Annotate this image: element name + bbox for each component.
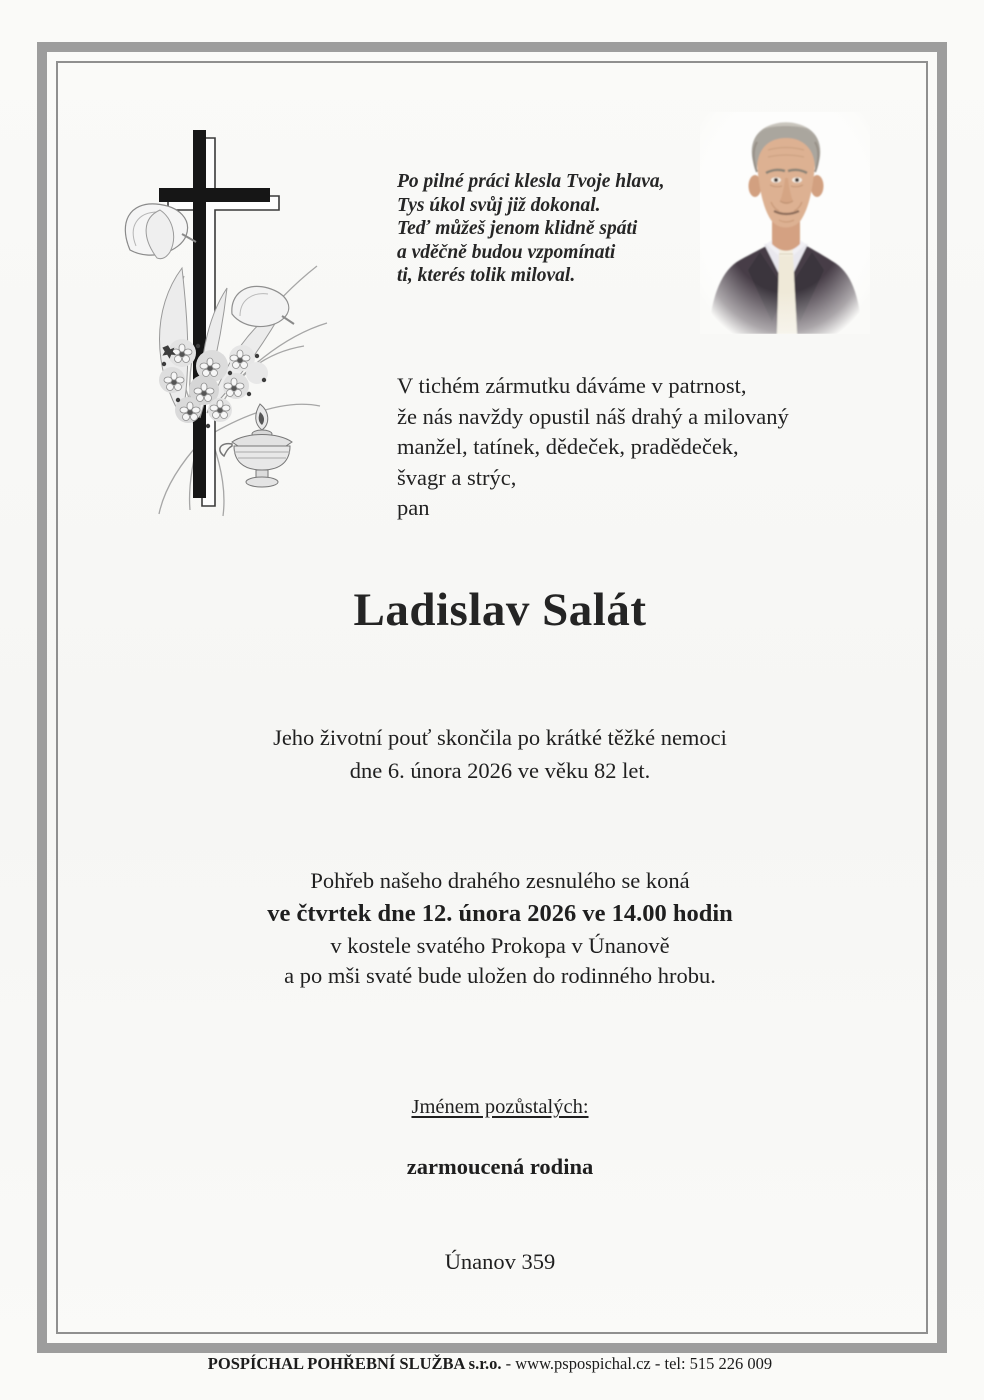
deceased-portrait-photo xyxy=(700,112,870,334)
poem-line: a vděčně budou vzpomínati xyxy=(397,241,616,263)
funeral-info xyxy=(16,866,984,991)
funeral-info-line: a po mši svaté bude uložen do rodinného hrobu. xyxy=(284,963,716,988)
announcement-line: že nás navždy opustil náš drahý a milovaný xyxy=(397,403,789,429)
signature-heading: Jménem pozůstalých: xyxy=(411,1096,589,1118)
signature-address: Únanov 359 xyxy=(444,1249,556,1274)
cross-lilies-lamp-icon xyxy=(112,118,357,523)
signature-family: zarmoucená rodina xyxy=(406,1154,594,1179)
funeral-service-footer xyxy=(0,1354,980,1374)
death-info xyxy=(16,721,984,787)
funeral-service-company: POSPÍCHAL POHŘEBNÍ SLUŽBA s.r.o. xyxy=(207,1354,502,1373)
poem-line: Teď můžeš jenom klidně spáti xyxy=(397,218,638,239)
poem-line: ti, kterés tolik miloval. xyxy=(397,265,576,286)
funeral-location: v kostele svatého Prokopa v Únanově xyxy=(330,933,670,958)
announcement-line: manžel, tatínek, dědeček, pradědeček, xyxy=(397,434,739,459)
memorial-poem xyxy=(397,170,665,288)
death-info-line: Jeho životní pouť skončila po krátké těžké nemoci xyxy=(273,725,727,750)
poem-line: Po pilné práci klesla Tvoje hlava, xyxy=(397,171,665,192)
death-info-line: dne 6. února 2026 ve věku 82 let. xyxy=(349,758,651,783)
announcement-line: švagr a strýc, xyxy=(397,464,517,490)
poem-line: Tys úkol svůj již dokonal. xyxy=(397,194,601,216)
announcement-line: pan xyxy=(397,495,430,520)
deceased-name: Ladislav Salát xyxy=(353,584,647,636)
funeral-service-contact: - www.pspospichal.cz - tel: 515 226 009 xyxy=(501,1354,773,1373)
death-announcement xyxy=(397,371,789,524)
funeral-info-line: Pohřeb našeho drahého zesnulého se koná xyxy=(310,868,690,893)
funeral-date-time: ve čtvrtek dne 12. února 2026 ve 14.00 hodin xyxy=(267,900,733,927)
announcement-line: V tichém zármutku dáváme v patrnost, xyxy=(397,373,747,398)
